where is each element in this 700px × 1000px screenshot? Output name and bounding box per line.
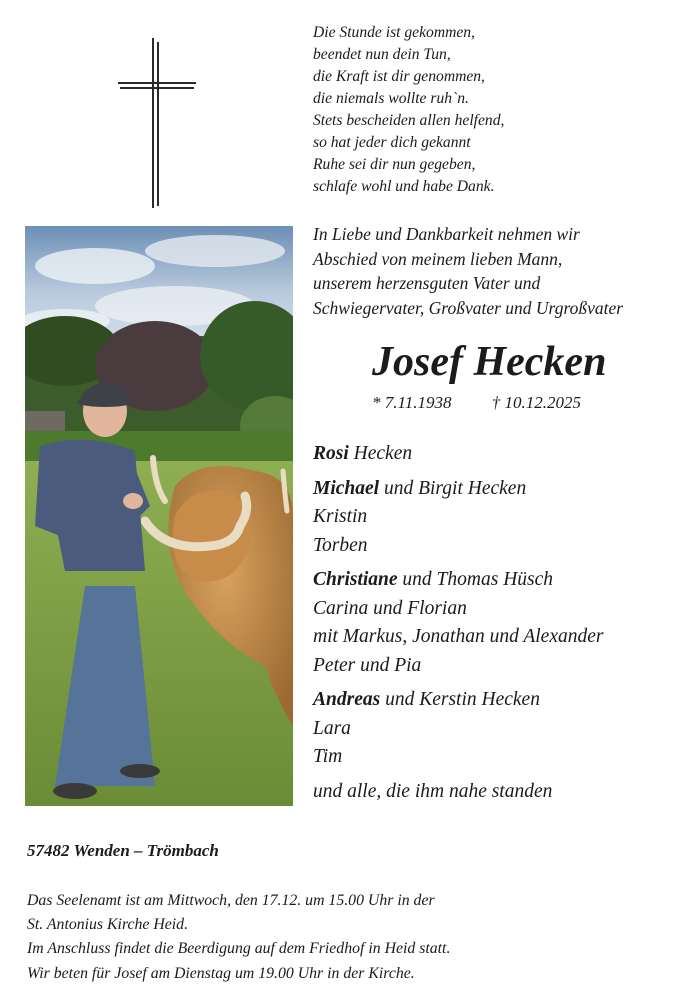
mourner-group: [313, 566, 698, 680]
mourner-line: Carina und Florian: [313, 597, 467, 619]
intro-line: Schwiegervater, Großvater und Urgroßvater: [313, 297, 624, 318]
notice-line: Im Anschluss findet die Beerdigung auf dem Friedhof in Heid statt.: [27, 940, 451, 958]
mourner-line: Kristin: [313, 506, 368, 527]
mourners-list: [313, 440, 698, 806]
poem-line: beendet nun dein Tun,: [313, 46, 451, 63]
mourner-line: Tim: [313, 746, 343, 767]
mourner-group: [313, 440, 698, 469]
mourner-first-name: Michael: [313, 477, 380, 499]
portrait-photo: [25, 226, 293, 806]
poem-line: Ruhe sei dir nun gegeben,: [313, 156, 476, 173]
mourner-rest: und Thomas Hüsch: [397, 569, 554, 590]
mourner-group: [313, 475, 698, 561]
address: 57482 Wenden – Trömbach: [27, 841, 219, 860]
mourner-group: [313, 686, 698, 772]
intro-text: [313, 222, 698, 320]
notice-line: Das Seelenamt ist am Mittwoch, den 17.12. um 15.00 Uhr in der: [27, 892, 435, 909]
mourner-first-name: Andreas: [313, 689, 381, 710]
mourner-rest: und Kerstin Hecken: [380, 689, 540, 710]
poem-line: so hat jeder dich gekannt: [313, 134, 471, 151]
intro-line: In Liebe und Dankbarkeit nehmen wir: [313, 224, 580, 244]
life-dates: [372, 392, 692, 414]
birth-date: * 7.11.1938: [372, 393, 452, 412]
intro-line: Abschied von meinem lieben Mann,: [313, 248, 563, 269]
mourner-line: Lara: [313, 717, 351, 739]
deceased-name: Josef Hecken: [372, 339, 607, 385]
poem-line: Stets bescheiden allen helfend,: [313, 112, 505, 129]
mourner-line: mit Markus, Jonathan und Alexander: [313, 626, 604, 647]
service-notice: [27, 889, 687, 986]
poem: [313, 22, 693, 198]
poem-line: schlafe wohl und habe Dank.: [313, 178, 495, 195]
mourners-closing: und alle, die ihm nahe standen: [313, 780, 553, 802]
poem-line: Die Stunde ist gekommen,: [313, 24, 475, 41]
cross-icon: [116, 38, 198, 208]
notice-line: St. Antonius Kirche Heid.: [27, 916, 189, 934]
poem-line: die niemals wollte ruh`n.: [313, 90, 469, 107]
mourner-rest: und Birgit Hecken: [379, 477, 527, 499]
mourner-first-name: Rosi: [313, 443, 349, 464]
mourner-rest: Hecken: [348, 443, 413, 464]
mourner-first-name: Christiane: [313, 569, 398, 590]
intro-line: unserem herzensguten Vater und: [313, 273, 541, 293]
mourner-line: Torben: [313, 534, 368, 556]
mourner-line: Peter und Pia: [313, 654, 422, 676]
poem-line: die Kraft ist dir genommen,: [313, 68, 485, 85]
notice-line: Wir beten für Josef am Dienstag um 19.00 Uhr in der Kirche.: [27, 964, 415, 982]
death-date: † 10.12.2025: [491, 393, 581, 412]
